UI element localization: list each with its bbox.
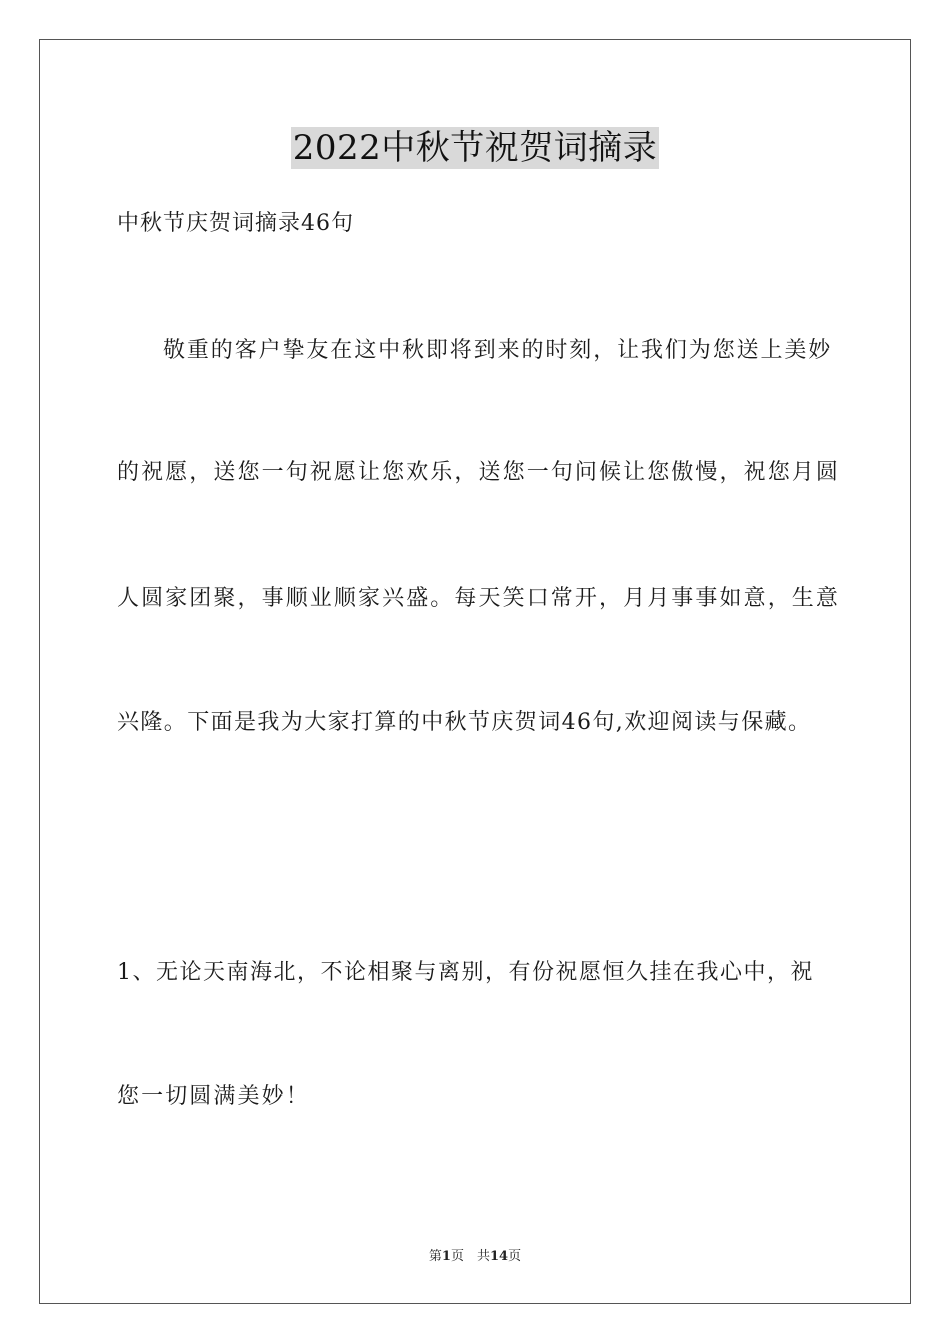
footer-prefix: 第	[428, 1249, 442, 1264]
document-title: 2022中秋节祝贺词摘录	[292, 128, 658, 168]
intro-line-4: 兴隆。下面是我为大家打算的中秋节庆贺词46句,欢迎阅读与保藏。	[117, 710, 812, 735]
footer-total-pages: 14	[489, 1249, 509, 1264]
intro-line-3: 人圆家团聚，事顺业顺家兴盛。每天笑口常开，月月事事如意，生意	[117, 586, 841, 611]
title-container	[0, 127, 950, 169]
intro-line-1: 敬重的客户挚友在这中秋即将到来的时刻，让我们为您送上美妙	[163, 338, 833, 363]
item-1-line-2: 您一切圆满美妙！	[117, 1084, 310, 1109]
page-footer	[0, 1248, 950, 1266]
footer-suffix: 页	[508, 1249, 522, 1264]
document-subtitle: 中秋节庆贺词摘录46句	[117, 211, 354, 236]
footer-page-number: 1	[441, 1249, 451, 1264]
footer-mid: 页 共	[450, 1249, 490, 1264]
item-1-line-1: 1、无论天南海北，不论相聚与离别，有份祝愿恒久挂在我心中，祝	[117, 960, 814, 985]
intro-line-2: 的祝愿，送您一句祝愿让您欢乐，送您一句问候让您傲慢，祝您月圆	[117, 460, 841, 485]
